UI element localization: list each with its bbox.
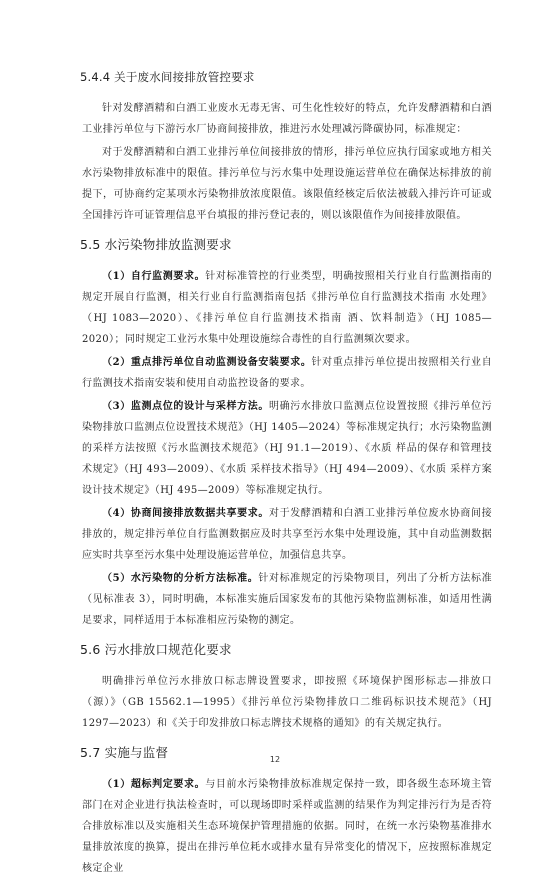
paragraph: 针对发酵酒精和白酒工业废水无毒无害、可生化性较好的特点，允许发酵酒精和白酒工业排污单位与下游污水厂协商间接排放，推进污水处理减污降碳协同，标准规定： — [82, 103, 492, 135]
paragraph: （5）水污染物的分析方法标准。针对标准规定的污染物项目，列出了分析方法标准（见标准表 3），同时明确，本标准实施后国家发布的其他污染物监测标准，如适用性满足要求，同样适用于本标准相应污染物的测定。 — [82, 573, 492, 626]
paragraph: （1）自行监测要求。针对标准管控的行业类型，明确按照相关行业自行监测指南的规定开展自行监测，相关行业自行监测指南包括《排污单位自行监测技术指南 水处理》（HJ 1083—2020）、《排污单位自行监测技术指南 酒、饮料制造》（HJ 1085—2020）；同时规定工业污水集中处理设施综合毒性的自行监测频次要求。 — [82, 271, 492, 345]
section-heading: 5.5 水污染物排放监测要求 — [80, 237, 232, 252]
paragraph: （1）超标判定要求。与目前水污染物排放标准规定保持一致，即各级生态环境主管部门在对企业进行执法检查时，可以现场即时采样或监测的结果作为判定排污行为是否符合排放标准以及实施相关生态环境保护管理措施的依据。同时，在统一水污染物基准排水量排放浓度的换算，提出在排污单位耗水或排水量有异常变化的情况下，应按照标准规定核定企业 — [82, 779, 492, 874]
page-number: 12 — [269, 755, 281, 764]
section-5-4-4 — [82, 68, 492, 226]
section-heading: 5.7 实施与监督 — [80, 745, 169, 760]
paragraph: （2）重点排污单位自动监测设备安装要求。针对重点排污单位提出按照相关行业自行监测技术指南安装和使用自动监控设备的要求。 — [82, 357, 492, 389]
section-5-6 — [82, 641, 492, 734]
section-5-5 — [82, 236, 492, 631]
paragraph: （4）协商间接排放数据共享要求。对于发酵酒精和白酒工业排污单位废水协商间接排放的，规定排污单位自行监测数据应及时共享至污水集中处理设施，其中自动监测数据应实时共享至污水集中处理设施运营单位，加强信息共享。 — [82, 508, 493, 561]
paragraph: 明确排污单位污水排放口标志牌设置要求，即按照《环境保护图形标志—排放口（源）》（GB 15562.1—1995）《排污单位污染物排放口二维码标识技术规范》（HJ 1297—2023）和《关于印发排放口标志牌技术规格的通知》的有关规定执行。 — [82, 676, 492, 729]
section-heading: 5.4.4 关于废水间接排放管控要求 — [80, 70, 255, 84]
section-heading: 5.6 污水排放口规范化要求 — [80, 642, 232, 657]
paragraph: 对于发酵酒精和白酒工业排污单位间接排放的情形，排污单位应执行国家或地方相关水污染物排放标准中的限值。排污单位与污水集中处理设施运营单位在确保达标排放的前提下，可协商约定某项水污染物排放浓度限值。该限值经核定后依法被载入排污许可证或全国排污许可证管理信息平台填报的排污登记表的，则以该限值作为间接排放限值。 — [82, 147, 492, 221]
section-5-7 — [82, 744, 492, 879]
paragraph: （3）监测点位的设计与采样方法。明确污水排放口监测点位设置按照《排污单位污染物排放口监测点位设置技术规范》（HJ 1405—2024）等标准规定执行；水污染物监测的采样方法按照《污水监测技术规范》（HJ 91.1—2019）、《水质 样品的保存和管理技术规定》（HJ 493—2009）、《水质 采样技术指导》（HJ 494—2009）、《水质 采样方案设计技术规定》（HJ 495—2009）等标准规定执行。 — [82, 401, 493, 496]
